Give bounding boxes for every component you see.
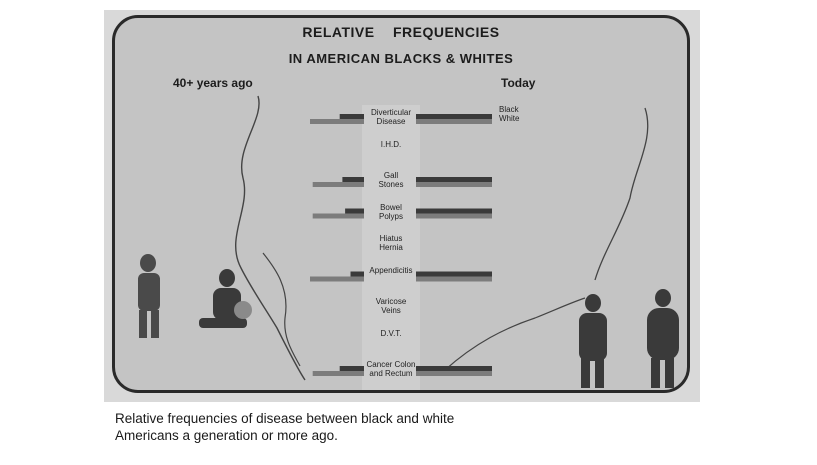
category-label (361, 360, 421, 378)
category-label-line: Bowel (380, 202, 402, 212)
category-label (361, 266, 421, 275)
bar-today-white (416, 214, 492, 219)
bar-today-white (416, 371, 492, 376)
bar-today-black (416, 272, 492, 277)
bar-past-white (310, 119, 364, 124)
category-label-line: Diverticular (370, 108, 411, 117)
category-label-line: Polyps (378, 211, 403, 221)
category-label-line: Appendicitis (369, 265, 413, 275)
bar-today-black (416, 209, 492, 214)
category-label-line: Veins (381, 306, 401, 315)
caption-line-1: Relative frequencies of disease between black and white (115, 411, 455, 426)
bar-today-black (416, 114, 492, 119)
category-label (361, 108, 421, 126)
bar-past-white (313, 214, 364, 219)
category-label (361, 140, 421, 149)
banjo-player-figure (199, 269, 252, 328)
legend-white: White (499, 114, 520, 123)
figure-caption (115, 410, 635, 444)
bar-today-black (416, 177, 492, 182)
right-map-outline (595, 108, 648, 280)
right-map-coast (445, 298, 585, 370)
bar-past-white (313, 371, 364, 376)
category-label-line: D.V.T. (380, 328, 402, 338)
right-period-label: Today (501, 76, 536, 90)
bar-past-white (310, 277, 364, 282)
left-period-label: 40+ years ago (173, 76, 253, 90)
chart-board (112, 15, 690, 393)
left-map-florida (263, 253, 300, 366)
category-label (361, 203, 421, 221)
men-figures-right (579, 289, 679, 388)
category-label-line: I.H.D. (380, 139, 402, 149)
bar-past-white (313, 182, 364, 187)
bar-today-white (416, 119, 492, 124)
category-label-line: Varicose (375, 297, 407, 306)
category-label-line: Hiatus (379, 234, 403, 243)
legend-black: Black (499, 105, 519, 114)
category-label-line: Hernia (379, 243, 403, 252)
category-label-line: Disease (376, 117, 406, 126)
category-label-line: Cancer Colon (366, 360, 416, 369)
category-label-line: Stones (378, 180, 404, 189)
caption-line-2: Americans a generation or more ago. (115, 428, 338, 443)
bar-today-black (416, 366, 492, 371)
category-label (361, 297, 421, 315)
chart-subtitle: IN AMERICAN BLACKS & WHITES (288, 51, 514, 66)
category-label-line: and Rectum (369, 369, 413, 378)
bar-today-white (416, 182, 492, 187)
bar-today-white (416, 277, 492, 282)
category-label (361, 329, 421, 338)
category-label-line: Gall (383, 171, 399, 180)
category-label (361, 171, 421, 189)
figure-photo (104, 10, 700, 402)
dancer-figure-left (138, 254, 160, 338)
left-map-outline (236, 96, 305, 380)
category-label (361, 234, 421, 252)
chart-title: RELATIVE FREQUENCIES (302, 24, 500, 40)
